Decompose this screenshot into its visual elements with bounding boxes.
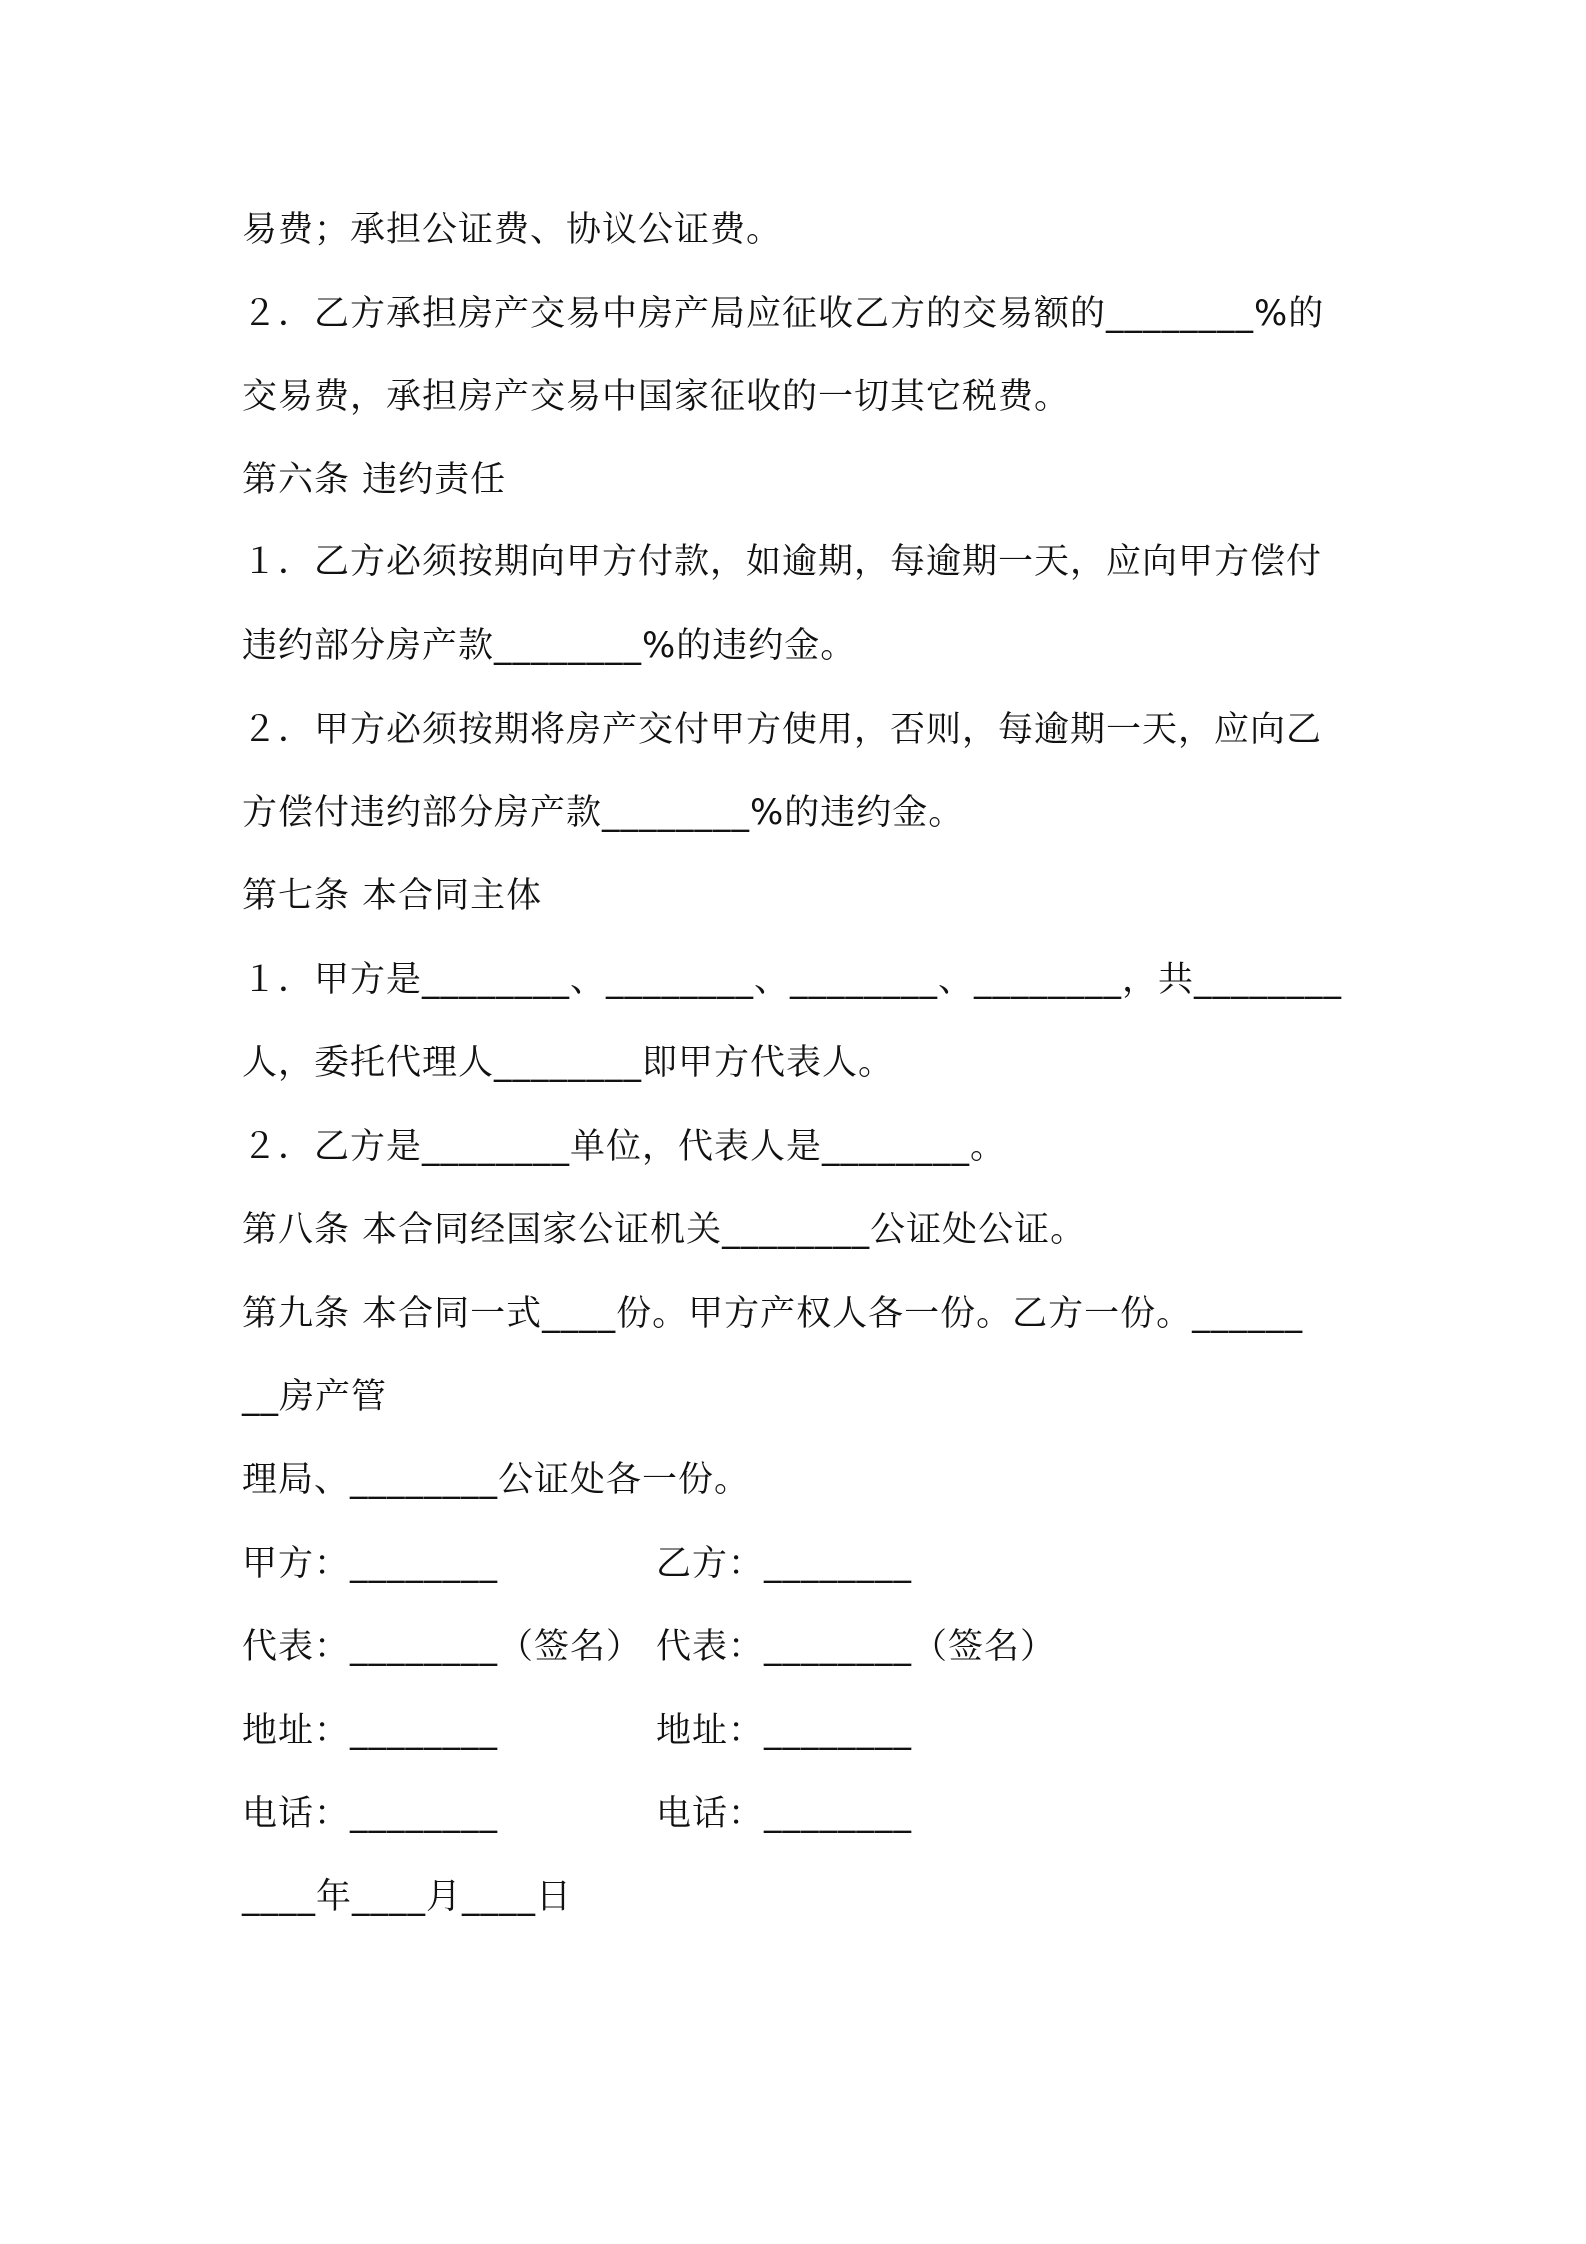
paragraph-party-a-members: １．甲方是________、________、________、________，共________ xyxy=(242,960,1343,1000)
article-7-heading: 第七条 本合同主体 xyxy=(242,876,543,916)
paragraph-fee-continued: 易费；承担公证费、协议公证费。 xyxy=(242,210,783,250)
paragraph-buyer-penalty: 违约部分房产款________%的违约金。 xyxy=(242,626,857,666)
paragraph-copies-end: 理局、________公证处各一份。 xyxy=(242,1460,751,1500)
paragraph-party-b: ２．乙方是________单位，代表人是________。 xyxy=(242,1127,1007,1167)
party-b-representative-field: 代表：________（签名） xyxy=(656,1627,1057,1667)
party-b-phone-field: 电话：________ xyxy=(656,1794,913,1834)
date-line: ____年____月____日 xyxy=(242,1877,573,1917)
paragraph-seller-late-delivery: ２．甲方必须按期将房产交付甲方使用，否则，每逾期一天，应向乙 xyxy=(242,710,1323,750)
article-9-copies: 第九条 本合同一式____份。甲方产权人各一份。乙方一份。______ xyxy=(242,1294,1304,1334)
party-a-address-field: 地址：________ xyxy=(242,1711,499,1751)
paragraph-buyer-transaction-fee: ２．乙方承担房产交易中房产局应征收乙方的交易额的________%的 xyxy=(242,294,1325,334)
paragraph-seller-penalty: 方偿付违约部分房产款________%的违约金。 xyxy=(242,793,965,833)
paragraph-copies-continued: __房产管 xyxy=(242,1377,388,1417)
party-a-representative-field: 代表：________（签名） xyxy=(242,1627,643,1667)
paragraph-buyer-late-payment: １．乙方必须按期向甲方付款，如逾期，每逾期一天，应向甲方偿付 xyxy=(242,542,1323,582)
paragraph-buyer-taxes: 交易费，承担房产交易中国家征收的一切其它税费。 xyxy=(242,377,1071,417)
party-b-field: 乙方：________ xyxy=(656,1544,913,1584)
paragraph-party-a-agent: 人，委托代理人________即甲方代表人。 xyxy=(242,1043,895,1083)
article-6-heading: 第六条 违约责任 xyxy=(242,460,507,500)
party-b-address-field: 地址：________ xyxy=(656,1711,913,1751)
party-a-phone-field: 电话：________ xyxy=(242,1794,499,1834)
party-a-field: 甲方：________ xyxy=(242,1544,499,1584)
article-8-notarization: 第八条 本合同经国家公证机关________公证处公证。 xyxy=(242,1210,1087,1250)
